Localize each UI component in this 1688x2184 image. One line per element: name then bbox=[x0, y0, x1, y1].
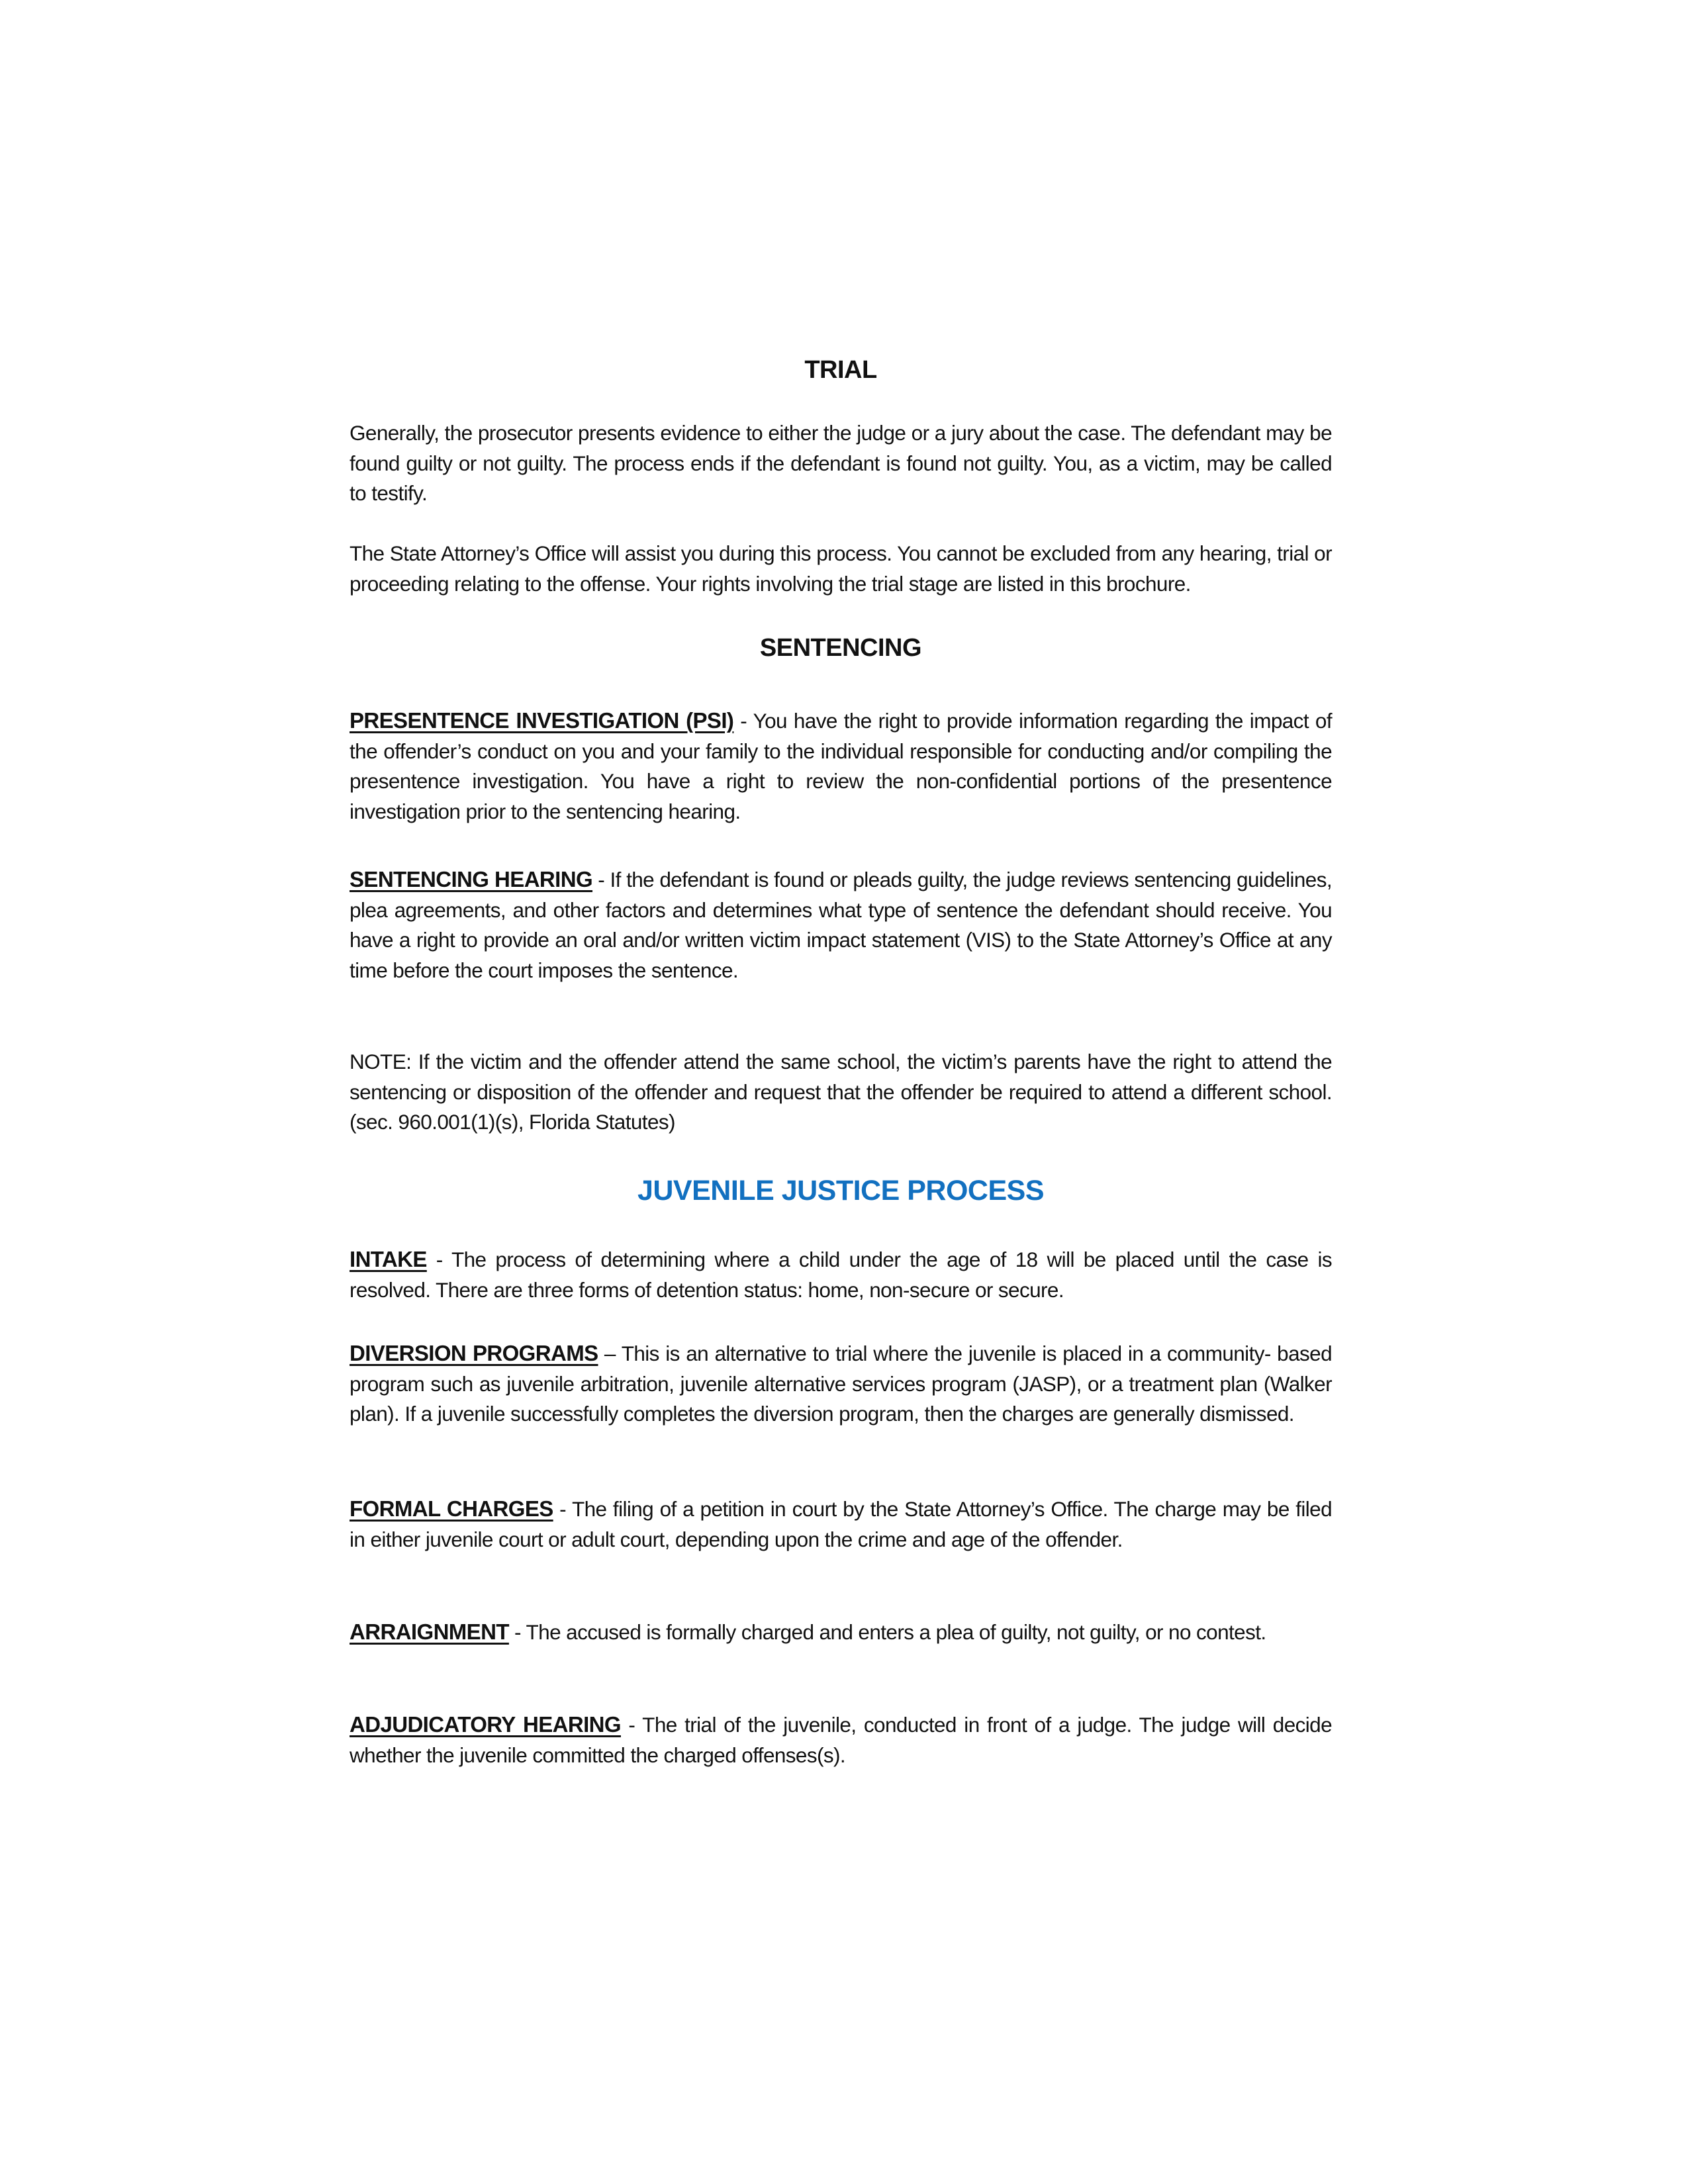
term-diversion-programs: DIVERSION PROGRAMS bbox=[350, 1341, 598, 1365]
separator: - bbox=[592, 868, 610, 891]
juvenile-item-diversion bbox=[350, 1338, 1332, 1430]
sentencing-item-psi bbox=[350, 705, 1332, 827]
trial-paragraph-2: The State Attorney’s Office will assist you during this process. You cannot be excluded from any hearing, trial or proceeding relating to the offense. Your rights involving the trial stage are listed in this brochure. bbox=[350, 541, 1332, 596]
separator: - bbox=[508, 1620, 526, 1644]
sentencing-note: NOTE: If the victim and the offender attend the same school, the victim’s parents have the right to attend the sentencing or disposition of the offender and request that the offender be required to attend a different school. (sec. 960.001(1)(s), Florida Statutes) bbox=[350, 1050, 1332, 1134]
term-formal-charges: FORMAL CHARGES bbox=[350, 1496, 553, 1521]
separator: - bbox=[426, 1248, 451, 1271]
definition-psi: You have the right to provide information regarding the impact of the offender’s conduct on you and your family to the individual responsible for conducting and/or compiling the presentence investigation. You have a right to review the non-confidential portions of the presentence investigation prior to the sentencing hearing. bbox=[350, 709, 1333, 823]
definition-adjudicatory-hearing: The trial of the juvenile, conducted in front of a judge. The judge will decide whether the juvenile committed the charged offenses(s). bbox=[350, 1713, 1332, 1767]
separator: - bbox=[733, 709, 753, 733]
juvenile-item-adjudicatory-hearing bbox=[350, 1709, 1332, 1770]
term-sentencing-hearing: SENTENCING HEARING bbox=[350, 867, 593, 891]
heading-juvenile-justice-process: JUVENILE JUSTICE PROCESS bbox=[637, 1175, 1045, 1206]
separator: - bbox=[620, 1713, 643, 1737]
definition-intake: The process of determining where a child under the age of 18 will be placed until the case is resolved. There are three forms of detention status: home, non-secure or secure. bbox=[350, 1248, 1332, 1302]
separator: – bbox=[598, 1342, 622, 1365]
juvenile-item-arraignment bbox=[350, 1617, 1332, 1648]
heading-trial: TRIAL bbox=[804, 356, 877, 384]
term-arraignment: ARRAIGNMENT bbox=[350, 1619, 509, 1644]
juvenile-item-formal-charges bbox=[350, 1494, 1332, 1555]
juvenile-item-intake bbox=[350, 1244, 1332, 1305]
term-intake: INTAKE bbox=[350, 1247, 427, 1271]
separator: - bbox=[553, 1497, 572, 1521]
definition-arraignment: The accused is formally charged and enters a plea of guilty, not guilty, or no contest. bbox=[526, 1620, 1266, 1644]
term-psi: PRESENTENCE INVESTIGATION (PSI) bbox=[350, 708, 734, 733]
term-adjudicatory-hearing: ADJUDICATORY HEARING bbox=[350, 1712, 621, 1737]
definition-diversion-programs: This is an alternative to trial where the juvenile is placed in a community- based program such as juvenile arbitration, juvenile alternative services program (JASP), or a treatment plan (Walker plan). If a juvenile successfully completes the diversion program, then the charges are generally dismissed. bbox=[350, 1342, 1333, 1426]
definition-sentencing-hearing: If the defendant is found or pleads guilty, the judge reviews sentencing guidelines, plea agreements, and other factors and determines what type of sentence the defendant should receive. You have a right to provide an oral and/or written victim impact statement (VIS) to the State Attorney’s Office at any time before the court imposes the sentence. bbox=[350, 868, 1332, 982]
sentencing-item-hearing bbox=[350, 864, 1332, 985]
trial-paragraph-1: Generally, the prosecutor presents evidence to either the judge or a jury about the case. The defendant may be found guilty or not guilty. The process ends if the defendant is found not guilty. You, as a victim, may be called to testify. bbox=[350, 421, 1332, 505]
definition-formal-charges: The filing of a petition in court by the State Attorney’s Office. The charge may be filed in either juvenile court or adult court, depending upon the crime and age of the offender. bbox=[350, 1497, 1333, 1551]
heading-sentencing: SENTENCING bbox=[759, 634, 922, 662]
